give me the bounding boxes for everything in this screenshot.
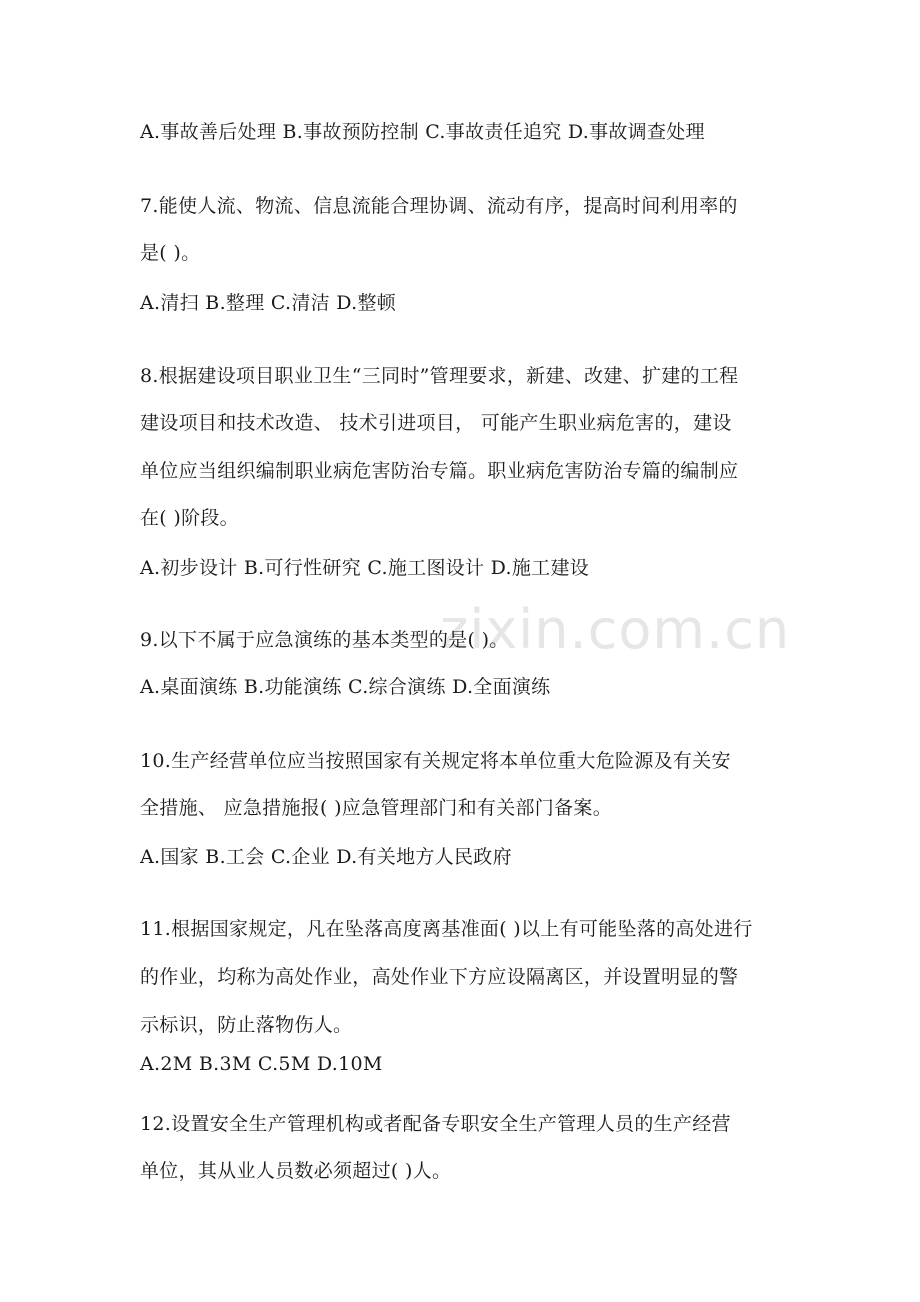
q12-text-line-1: 12.设置安全生产管理机构或者配备专职安全生产管理人员的生产经营 <box>140 1113 731 1135</box>
q6-options: A.事故善后处理 B.事故预防控制 C.事故责任追究 D.事故调查处理 <box>140 121 705 143</box>
q11-text-line-1: 11.根据国家规定，凡在坠落高度离基准面( )以上有可能坠落的高处进行 <box>140 918 753 940</box>
watermark: zixin.com.cn <box>440 598 791 661</box>
q9-text: 9.以下不属于应急演练的基本类型的是( )。 <box>140 629 509 651</box>
q11-text-line-3: 示标识，防止落物伤人。 <box>140 1014 353 1036</box>
q10-text-line-2: 全措施、 应急措施报( )应急管理部门和有关部门备案。 <box>140 797 613 819</box>
q11-text-line-2: 的作业，均称为高处作业，高处作业下方应设隔离区，并设置明显的警 <box>140 966 739 988</box>
q10-text-line-1: 10.生产经营单位应当按照国家有关规定将本单位重大危险源及有关安 <box>140 750 731 772</box>
q8-text-line-2: 建设项目和技术改造、 技术引进项目， 可能产生职业病危害的，建设 <box>140 412 732 434</box>
q10-options: A.国家 B.工会 C.企业 D.有关地方人民政府 <box>140 846 512 868</box>
q11-options: A.2M B.3M C.5M D.10M <box>140 1053 383 1075</box>
q7-options: A.清扫 B.整理 C.清洁 D.整顿 <box>140 292 397 314</box>
q8-text-line-1: 8.根据建设项目职业卫生“三同时”管理要求，新建、改建、扩建的工程 <box>140 365 739 387</box>
q8-text-line-4: 在( )阶段。 <box>140 507 239 529</box>
q7-text-line-2: 是( )。 <box>140 242 201 264</box>
q7-text-line-1: 7.能使人流、物流、信息流能合理协调、流动有序，提高时间利用率的 <box>140 195 738 217</box>
q9-options: A.桌面演练 B.功能演练 C.综合演练 D.全面演练 <box>140 676 551 698</box>
q8-text-line-3: 单位应当组织编制职业病危害防治专篇。职业病危害防治专篇的编制应 <box>140 460 739 482</box>
q12-text-line-2: 单位，其从业人员数必须超过( )人。 <box>140 1160 452 1182</box>
q8-options: A.初步设计 B.可行性研究 C.施工图设计 D.施工建设 <box>140 557 590 579</box>
